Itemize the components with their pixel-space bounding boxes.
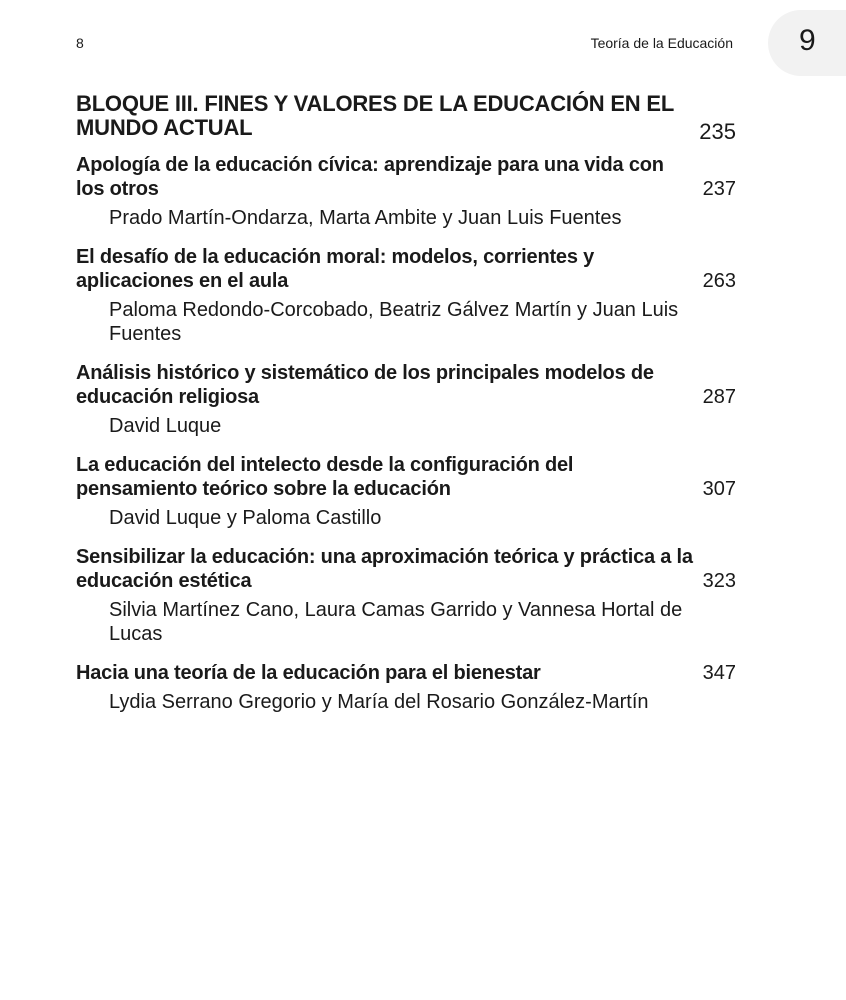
entry-authors: Silvia Martínez Cano, Laura Camas Garrido y Vannesa Hortal de Lucas: [109, 599, 683, 645]
running-header: Teoría de la Educación: [590, 35, 733, 51]
entry-page-number: 347: [702, 662, 736, 684]
entry-page-number: 287: [702, 386, 736, 408]
page-number-left: 8: [76, 35, 84, 51]
entry-page-number: 237: [702, 178, 736, 200]
part-page-number: 235: [699, 119, 736, 144]
entry-authors: Lydia Serrano Gregorio y María del Rosario González-Martín: [109, 691, 649, 713]
part-title: BLOQUE III. FINES Y VALORES DE LA EDUCACIÓN EN EL MUNDO ACTUAL: [76, 91, 674, 140]
entry-authors: Paloma Redondo-Corcobado, Beatriz Gálvez Martín y Juan Luis Fuentes: [109, 299, 679, 345]
part-heading: [76, 92, 736, 144]
toc-entry: [76, 661, 736, 714]
entry-title: Apología de la educación cívica: aprendizaje para una vida con los otros: [76, 154, 664, 200]
toc-entry: [76, 545, 736, 646]
toc-entry: [76, 453, 736, 530]
entry-title: Hacia una teoría de la educación para el bienestar: [76, 662, 541, 684]
entry-title: La educación del intelecto desde la configuración del pensamiento teórico sobre la educación: [76, 454, 574, 500]
entry-page-number: 323: [702, 570, 736, 592]
entry-page-number: 263: [702, 270, 736, 292]
page-tab-number: 9: [799, 24, 816, 57]
toc-entry: [76, 361, 736, 438]
entry-authors: Prado Martín-Ondarza, Marta Ambite y Juan Luis Fuentes: [109, 207, 622, 229]
page-tab: [768, 10, 846, 76]
toc-entry: [76, 153, 736, 230]
entry-title: El desafío de la educación moral: modelos, corrientes y aplicaciones en el aula: [76, 246, 595, 292]
entry-page-number: 307: [702, 478, 736, 500]
entry-title: Sensibilizar la educación: una aproximación teórica y práctica a la educación estética: [76, 546, 693, 592]
entry-authors: David Luque y Paloma Castillo: [109, 507, 382, 529]
entry-title: Análisis histórico y sistemático de los principales modelos de educación religiosa: [76, 362, 654, 408]
entry-authors: David Luque: [109, 415, 222, 437]
toc-entry: [76, 245, 736, 346]
table-of-contents: [76, 92, 736, 714]
